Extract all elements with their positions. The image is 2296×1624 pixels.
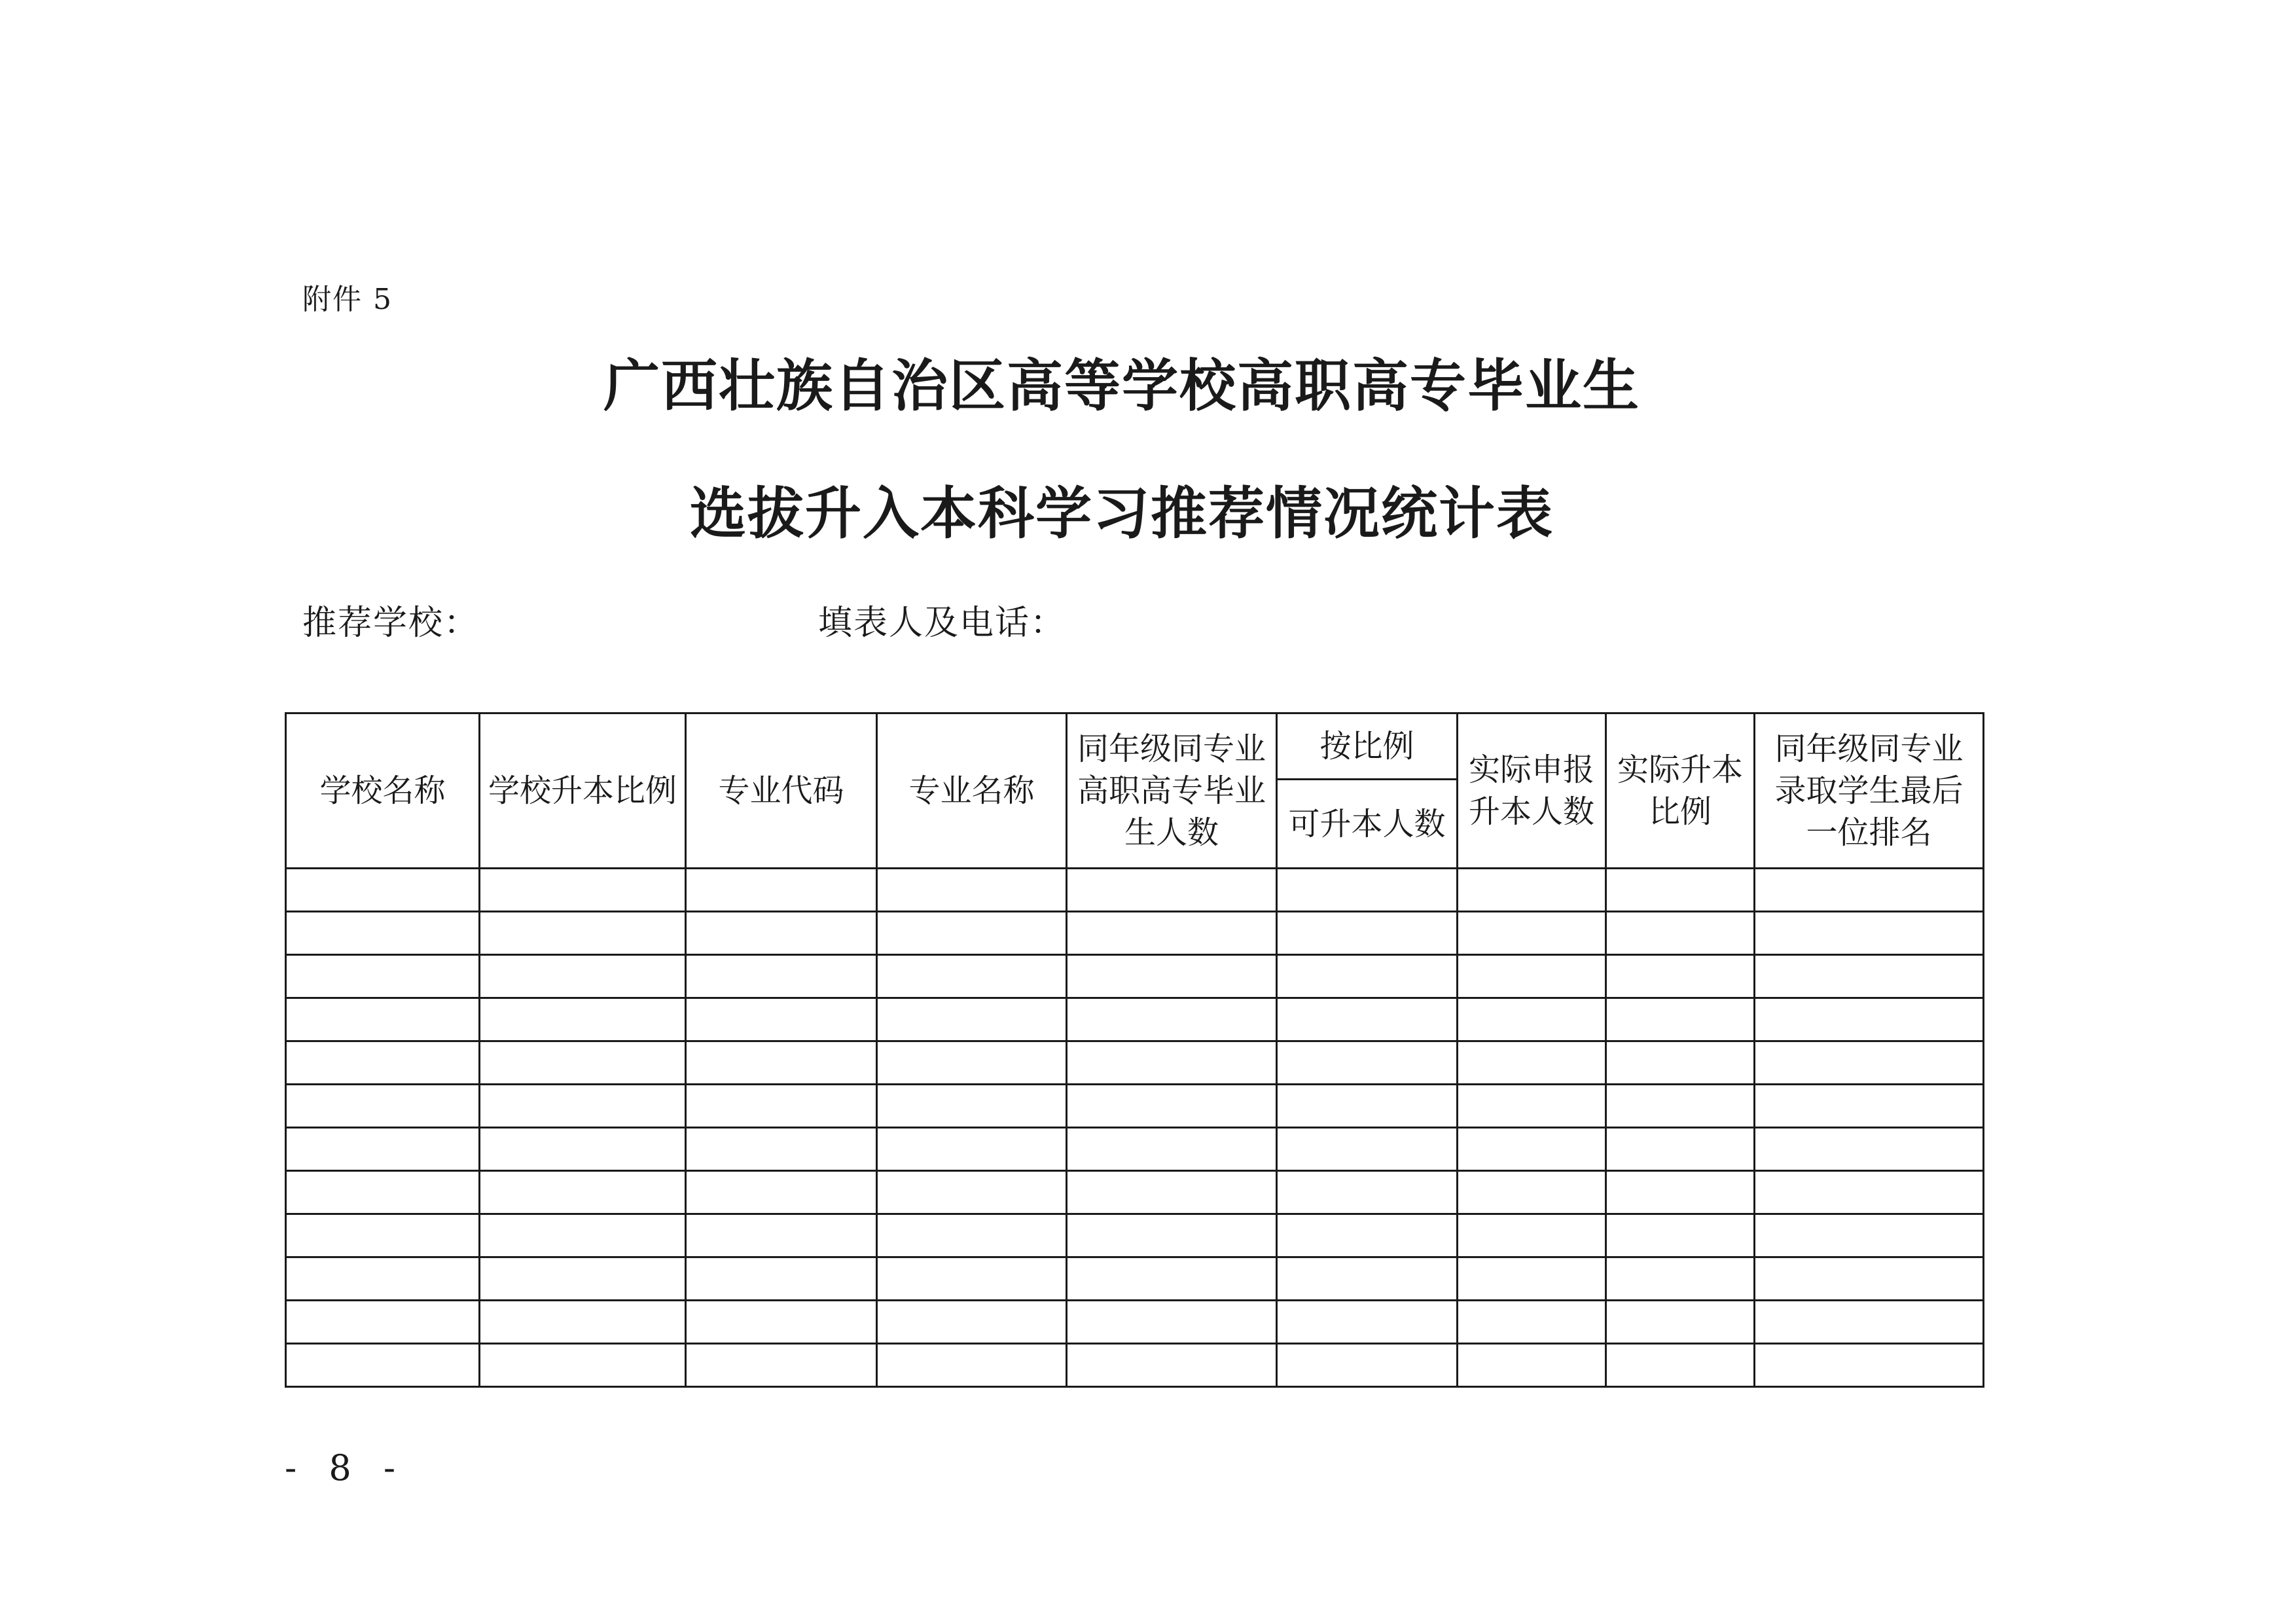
cell-major-code[interactable] <box>686 869 877 912</box>
cell-actual-ratio[interactable] <box>1606 869 1755 912</box>
cell-school-name[interactable] <box>286 1344 480 1387</box>
cell-major-name[interactable] <box>877 912 1067 955</box>
cell-school-name[interactable] <box>286 1041 480 1085</box>
attachment-label: 附件 5 <box>302 283 393 316</box>
cell-school-ratio[interactable] <box>480 869 686 912</box>
cell-school-name[interactable] <box>286 955 480 998</box>
cell-graduates-count[interactable] <box>1067 1171 1277 1214</box>
cell-actual-applicants[interactable] <box>1458 1344 1606 1387</box>
cell-actual-ratio[interactable] <box>1606 1041 1755 1085</box>
cell-major-code[interactable] <box>686 998 877 1041</box>
cell-school-ratio[interactable] <box>480 1301 686 1344</box>
cell-actual-applicants[interactable] <box>1458 912 1606 955</box>
cell-school-name[interactable] <box>286 998 480 1041</box>
header-graduates-count: 同年级同专业高职高专毕业生人数 <box>1067 713 1277 869</box>
cell-graduates-count[interactable] <box>1067 869 1277 912</box>
cell-actual-applicants[interactable] <box>1458 1128 1606 1171</box>
cell-major-name[interactable] <box>877 998 1067 1041</box>
cell-school-ratio[interactable] <box>480 1128 686 1171</box>
header-actual-applicants: 实际申报升本人数 <box>1458 713 1606 869</box>
cell-last-admitted-rank[interactable] <box>1755 955 1984 998</box>
cell-school-ratio[interactable] <box>480 1041 686 1085</box>
form-filler-contact-label: 填表人及电话： <box>818 604 1066 643</box>
cell-eligible-count[interactable] <box>1277 1214 1458 1257</box>
cell-school-ratio[interactable] <box>480 1085 686 1128</box>
cell-graduates-count[interactable] <box>1067 1085 1277 1128</box>
cell-school-name[interactable] <box>286 1085 480 1128</box>
cell-actual-applicants[interactable] <box>1458 1214 1606 1257</box>
header-school-name: 学校名称 <box>286 713 480 869</box>
statistics-table <box>285 712 1984 1388</box>
cell-major-name[interactable] <box>877 955 1067 998</box>
cell-eligible-count[interactable] <box>1277 1344 1458 1387</box>
cell-last-admitted-rank[interactable] <box>1755 1214 1984 1257</box>
cell-eligible-count[interactable] <box>1277 1171 1458 1214</box>
cell-graduates-count[interactable] <box>1067 1344 1277 1387</box>
cell-major-name[interactable] <box>877 1128 1067 1171</box>
cell-school-name[interactable] <box>286 1128 480 1171</box>
header-major-name: 专业名称 <box>877 713 1067 869</box>
cell-school-ratio[interactable] <box>480 998 686 1041</box>
cell-school-ratio[interactable] <box>480 1257 686 1301</box>
cell-school-ratio[interactable] <box>480 1171 686 1214</box>
cell-major-code[interactable] <box>686 1128 877 1171</box>
cell-actual-ratio[interactable] <box>1606 1128 1755 1171</box>
cell-actual-applicants[interactable] <box>1458 1085 1606 1128</box>
cell-actual-ratio[interactable] <box>1606 1257 1755 1301</box>
cell-eligible-count[interactable] <box>1277 998 1458 1041</box>
cell-major-name[interactable] <box>877 869 1067 912</box>
cell-graduates-count[interactable] <box>1067 912 1277 955</box>
cell-last-admitted-rank[interactable] <box>1755 1128 1984 1171</box>
cell-major-code[interactable] <box>686 1257 877 1301</box>
cell-major-name[interactable] <box>877 1301 1067 1344</box>
cell-school-ratio[interactable] <box>480 1214 686 1257</box>
cell-eligible-count[interactable] <box>1277 1128 1458 1171</box>
cell-school-name[interactable] <box>286 1214 480 1257</box>
cell-graduates-count[interactable] <box>1067 998 1277 1041</box>
header-actual-ratio: 实际升本比例 <box>1606 713 1755 869</box>
table-row <box>286 1257 1984 1301</box>
cell-actual-applicants[interactable] <box>1458 1301 1606 1344</box>
table-body <box>286 869 1984 1387</box>
cell-eligible-count[interactable] <box>1277 1085 1458 1128</box>
cell-actual-applicants[interactable] <box>1458 1257 1606 1301</box>
table-row <box>286 1214 1984 1257</box>
cell-major-code[interactable] <box>686 955 877 998</box>
cell-major-name[interactable] <box>877 1214 1067 1257</box>
table-row <box>286 1171 1984 1214</box>
cell-eligible-count[interactable] <box>1277 869 1458 912</box>
cell-school-name[interactable] <box>286 1301 480 1344</box>
cell-last-admitted-rank[interactable] <box>1755 998 1984 1041</box>
cell-actual-applicants[interactable] <box>1458 1171 1606 1214</box>
cell-major-code[interactable] <box>686 1085 877 1128</box>
cell-school-name[interactable] <box>286 912 480 955</box>
cell-major-code[interactable] <box>686 1301 877 1344</box>
cell-last-admitted-rank[interactable] <box>1755 869 1984 912</box>
cell-last-admitted-rank[interactable] <box>1755 1041 1984 1085</box>
cell-major-code[interactable] <box>686 912 877 955</box>
cell-actual-ratio[interactable] <box>1606 912 1755 955</box>
cell-graduates-count[interactable] <box>1067 1128 1277 1171</box>
cell-actual-ratio[interactable] <box>1606 998 1755 1041</box>
cell-last-admitted-rank[interactable] <box>1755 1257 1984 1301</box>
cell-graduates-count[interactable] <box>1067 955 1277 998</box>
cell-last-admitted-rank[interactable] <box>1755 1085 1984 1128</box>
cell-eligible-count[interactable] <box>1277 1257 1458 1301</box>
cell-major-name[interactable] <box>877 1085 1067 1128</box>
table-row <box>286 1128 1984 1171</box>
cell-graduates-count[interactable] <box>1067 1214 1277 1257</box>
cell-major-code[interactable] <box>686 1344 877 1387</box>
table-row <box>286 998 1984 1041</box>
cell-last-admitted-rank[interactable] <box>1755 1301 1984 1344</box>
table-row <box>286 1344 1984 1387</box>
cell-eligible-count[interactable] <box>1277 955 1458 998</box>
cell-actual-applicants[interactable] <box>1458 869 1606 912</box>
cell-major-name[interactable] <box>877 1041 1067 1085</box>
cell-school-ratio[interactable] <box>480 912 686 955</box>
cell-actual-ratio[interactable] <box>1606 1085 1755 1128</box>
cell-actual-ratio[interactable] <box>1606 1344 1755 1387</box>
cell-actual-ratio[interactable] <box>1606 955 1755 998</box>
cell-last-admitted-rank[interactable] <box>1755 1171 1984 1214</box>
table-row <box>286 869 1984 912</box>
cell-last-admitted-rank[interactable] <box>1755 912 1984 955</box>
cell-eligible-count[interactable] <box>1277 1301 1458 1344</box>
cell-major-code[interactable] <box>686 1171 877 1214</box>
cell-graduates-count[interactable] <box>1067 1301 1277 1344</box>
cell-major-code[interactable] <box>686 1041 877 1085</box>
table-row <box>286 1301 1984 1344</box>
cell-major-name[interactable] <box>877 1257 1067 1301</box>
header-school-ratio: 学校升本比例 <box>480 713 686 869</box>
header-by-ratio: 按比例 <box>1277 713 1458 780</box>
cell-major-name[interactable] <box>877 1344 1067 1387</box>
cell-actual-ratio[interactable] <box>1606 1171 1755 1214</box>
cell-graduates-count[interactable] <box>1067 1257 1277 1301</box>
cell-actual-applicants[interactable] <box>1458 998 1606 1041</box>
header-last-admitted-rank: 同年级同专业录取学生最后一位排名 <box>1755 713 1984 869</box>
cell-eligible-count[interactable] <box>1277 1041 1458 1085</box>
cell-last-admitted-rank[interactable] <box>1755 1344 1984 1387</box>
cell-school-name[interactable] <box>286 1171 480 1214</box>
page-number: - 8 - <box>285 1447 406 1489</box>
cell-actual-ratio[interactable] <box>1606 1214 1755 1257</box>
table-row <box>286 1085 1984 1128</box>
cell-major-code[interactable] <box>686 1214 877 1257</box>
cell-actual-applicants[interactable] <box>1458 955 1606 998</box>
header-major-code: 专业代码 <box>686 713 877 869</box>
table-row <box>286 1041 1984 1085</box>
cell-major-name[interactable] <box>877 1171 1067 1214</box>
cell-school-name[interactable] <box>286 869 480 912</box>
header-eligible-count: 可升本人数 <box>1277 780 1458 869</box>
cell-school-ratio[interactable] <box>480 1344 686 1387</box>
document-title-line-1: 广西壮族自治区高等学校高职高专毕业生 <box>603 353 1640 419</box>
cell-school-name[interactable] <box>286 1257 480 1301</box>
table-row <box>286 912 1984 955</box>
recommending-school-label: 推荐学校： <box>302 604 480 643</box>
cell-actual-applicants[interactable] <box>1458 1041 1606 1085</box>
cell-actual-ratio[interactable] <box>1606 1301 1755 1344</box>
table-header-row <box>286 713 1984 780</box>
cell-eligible-count[interactable] <box>1277 912 1458 955</box>
cell-school-ratio[interactable] <box>480 955 686 998</box>
cell-graduates-count[interactable] <box>1067 1041 1277 1085</box>
table-row <box>286 955 1984 998</box>
document-title-line-2: 选拔升入本科学习推荐情况统计表 <box>690 481 1554 547</box>
